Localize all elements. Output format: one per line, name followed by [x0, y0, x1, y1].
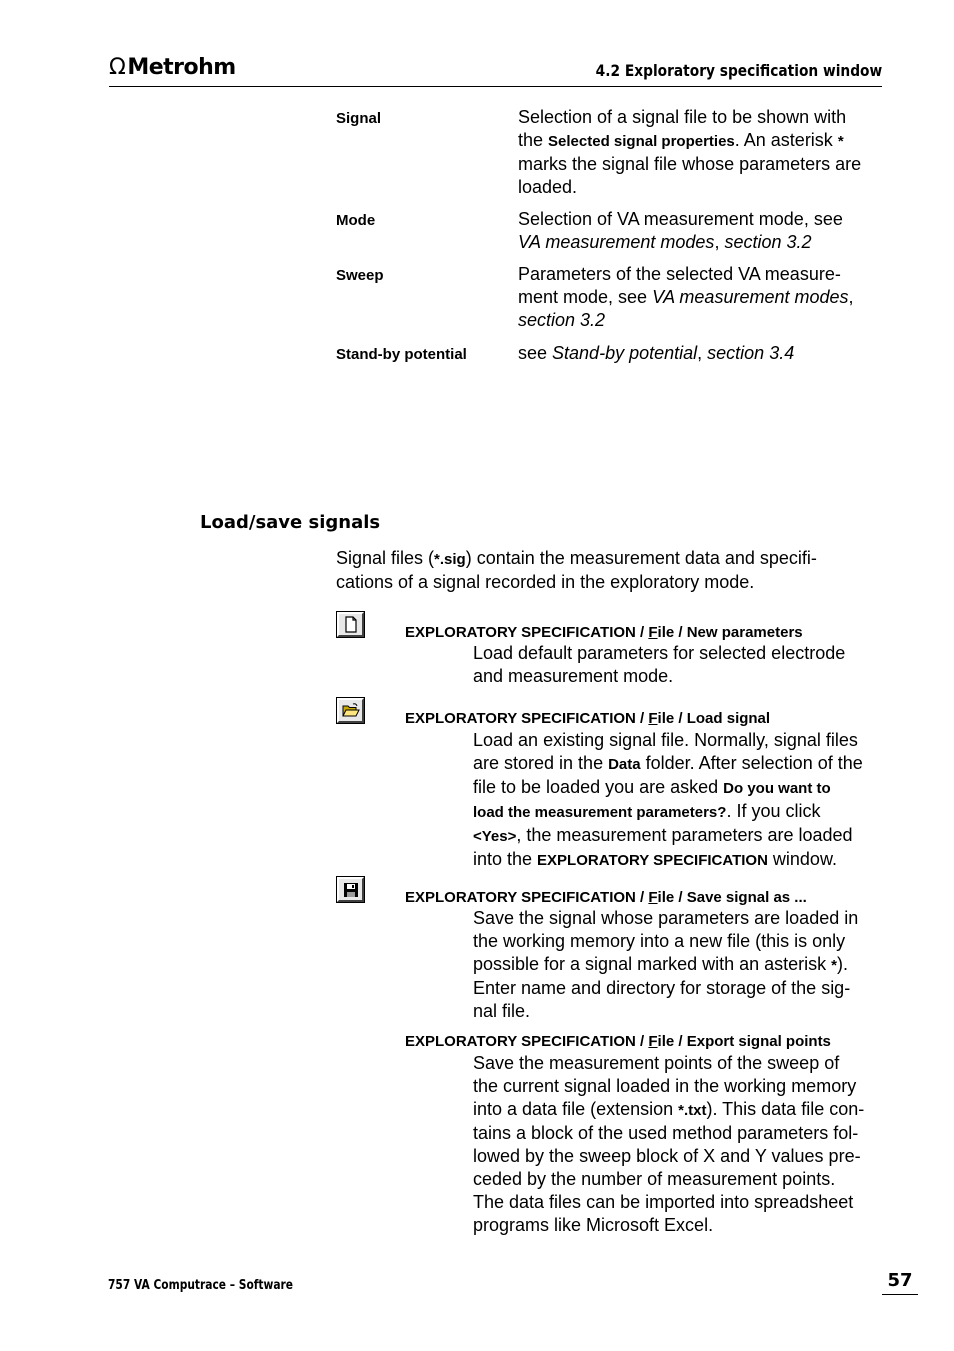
section-heading: Load/save signals [200, 512, 381, 533]
desc-sweep: Parameters of the selected VA measure- ment mode, see VA measurement modes, section 3.2 [518, 264, 854, 330]
desc-export-signal-points: Save the measurement points of the sweep of the current signal loaded in the working memory into a data file (extension *.txt). This data file con- tains a block of the used method parameters fol- lowed by the sweep block of X and Y values pre- ceded by the number of measurement points. The data files can be imported into spreadsheet programs like Microsoft Excel. [473, 1053, 865, 1235]
header-divider [109, 86, 882, 87]
menu-path-load-signal: EXPLORATORY SPECIFICATION / File / Load signal [405, 710, 771, 727]
desc-signal: Selection of a signal file to be shown with the Selected signal properties. An asterisk * marks the signal file whose parameters are loaded. [518, 107, 862, 197]
desc-new-parameters: Load default parameters for selected electrode and measurement mode. [473, 643, 846, 686]
desc-load-signal: Load an existing signal file. Normally, signal files are stored in the Data folder. After selection of the file to be loaded you are asked Do you want to load the measurement parameters?. If you click <Yes>, the measurement parameters are loaded into the EXPLORATORY SPECIFICATION window. [473, 730, 863, 869]
metrohm-logo: ΩMetrohm [109, 55, 236, 80]
section-title: 4.2 Exploratory specification window [595, 61, 882, 80]
term-signal: Signal [336, 110, 382, 127]
desc-save-signal-as: Save the signal whose parameters are loaded in the working memory into a new file (this is only possible for a signal marked with an asterisk *). Enter name and directory for storage of the sig- nal file. [473, 908, 859, 1021]
menu-path-export-signal-points: EXPLORATORY SPECIFICATION / File / Export signal points [405, 1033, 831, 1050]
term-standby-potential: Stand-by potential [336, 346, 467, 363]
menu-path-save-signal-as: EXPLORATORY SPECIFICATION / File / Save signal as ... [405, 889, 807, 906]
open-folder-icon[interactable] [337, 698, 364, 723]
omega-logo-icon: Ω [109, 55, 126, 80]
section-intro: Signal files (*.sig) contain the measurement data and specifi- cations of a signal recorded in the exploratory mode. [336, 548, 817, 592]
desc-standby-potential: see Stand-by potential, section 3.4 [518, 343, 795, 363]
term-mode: Mode [336, 212, 376, 229]
desc-mode: Selection of VA measurement mode, see VA measurement modes, section 3.2 [518, 209, 843, 252]
page-number: 57 [882, 1270, 918, 1295]
footer-product: 757 VA Computrace – Software [108, 1278, 294, 1293]
new-document-icon[interactable] [337, 612, 364, 637]
menu-path-new-parameters: EXPLORATORY SPECIFICATION / File / New parameters [405, 624, 803, 641]
term-sweep: Sweep [336, 267, 384, 284]
save-disk-icon[interactable] [337, 877, 364, 902]
